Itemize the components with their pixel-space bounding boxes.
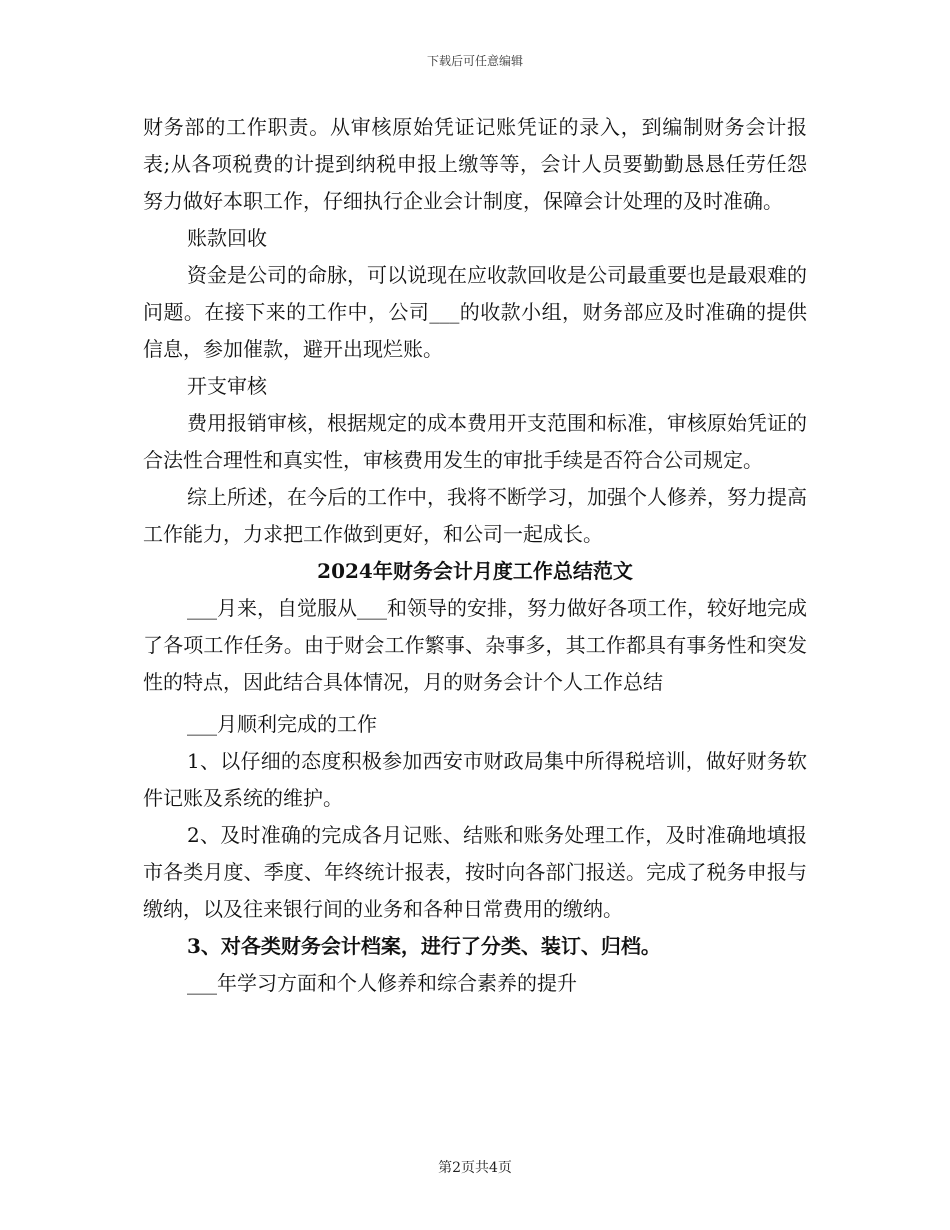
paragraph-intro: ___月来，自觉服从___和领导的安排，努力做好各项工作，较好地完成了各项工作任务。由于财会工作繁事、杂事多，其工作都具有事务性和突发性的特点，因此结合具体情况，月的财务会计个人工作总结 — [143, 596, 807, 694]
paragraph-collection: 资金是公司的命脉，可以说现在应收款回收是公司最重要也是最艰难的问题。在接下来的工作中，公司___的收款小组，财务部应及时准确的提供信息，参加催款，避开出现烂账。 — [143, 263, 807, 361]
section-heading-study: ___年学习方面和个人修养和综合素养的提升 — [187, 971, 577, 995]
document-body — [143, 109, 807, 1002]
paragraph-duties: 财务部的工作职责。从审核原始凭证记账凭证的录入，到编制财务会计报表;从各项税费的计提到纳税申报上缴等等，会计人员要勤勤恳恳任劳任怨努力做好本职工作，仔细执行企业会计制度，保障会计处理的及时准确。 — [143, 115, 807, 213]
section-heading-collection: 账款回收 — [187, 226, 267, 250]
list-item-bookkeeping: 2、及时准确的完成各月记账、结账和账务处理工作，及时准确地填报市各类月度、季度、年终统计报表，按时向各部门报送。完成了税务申报与缴纳，以及往来银行间的业务和各种日常费用的缴纳。 — [143, 823, 807, 921]
page-header-note: 下载后可任意编辑 — [426, 54, 523, 68]
list-item-training: 1、以仔细的态度积极参加西安市财政局集中所得税培训，做好财务软件记账及系统的维护。 — [143, 749, 807, 810]
section-heading-completed: ___月顺利完成的工作 — [187, 712, 377, 736]
paragraph-summary: 综上所述，在今后的工作中，我将不断学习，加强个人修养，努力提高工作能力，力求把工作做到更好，和公司一起成长。 — [143, 485, 807, 546]
paragraph-audit: 费用报销审核，根据规定的成本费用开支范围和标准，审核原始凭证的合法性合理性和真实性，审核费用发生的审批手续是否符合公司规定。 — [143, 411, 807, 472]
section-heading-audit: 开支审核 — [187, 374, 267, 398]
document-title: 2024年财务会计月度工作总结范文 — [317, 559, 633, 583]
page-number: 第2页共4页 — [438, 1160, 512, 1176]
list-item-archives: 3、对各类财务会计档案，进行了分类、装订、归档。 — [187, 934, 661, 958]
